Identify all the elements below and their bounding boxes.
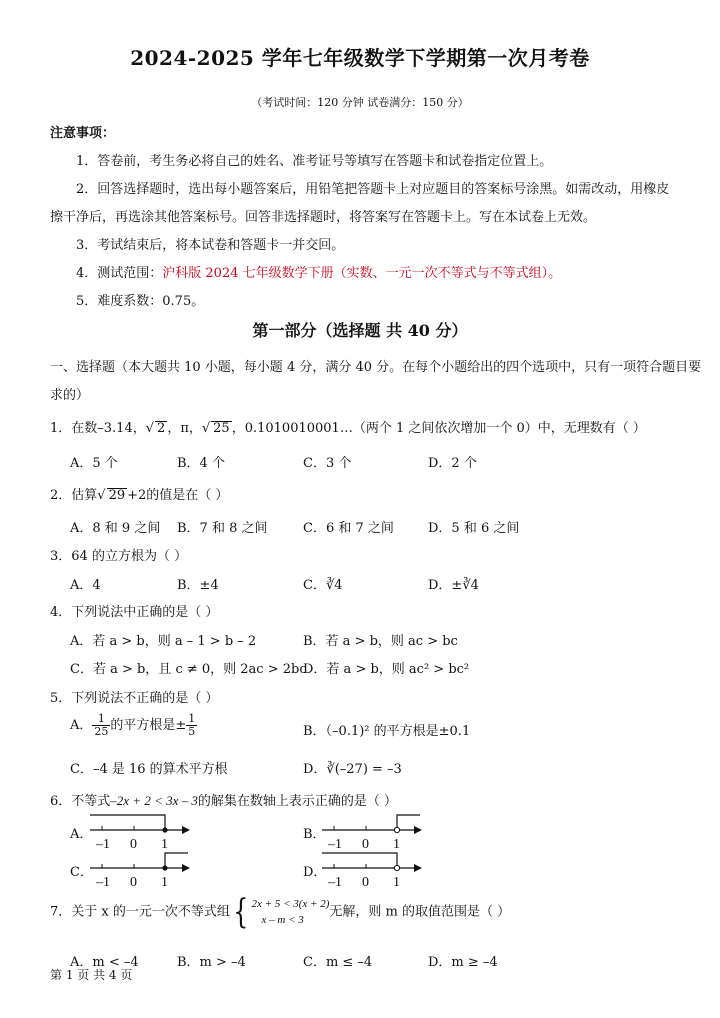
q6-numberline-a xyxy=(88,812,193,854)
q6-d-label-m1: –1 xyxy=(328,875,342,890)
q5-fraction-2-den: 5 xyxy=(188,725,196,738)
q1-sqrt2-rad: 2 xyxy=(157,421,166,436)
q6-inequality: –2x + 2 < 3x – 3 xyxy=(110,793,198,808)
notice-item-1: 1．答卷前，考生务必将自己的姓名、准考证号等填写在答题卡和试卷指定位置上。 xyxy=(76,154,553,169)
q1-sqrt2: √ 2 xyxy=(145,421,166,436)
q6-a-label-1: 1 xyxy=(161,837,168,852)
q6-c-solid-point xyxy=(162,865,167,870)
q6-a-solution-ray xyxy=(90,815,165,830)
q1-pi: ，π， xyxy=(167,421,202,436)
q1-stem-c: ，0.1010010001…（两个 1 之间依次增加一个 0）中，无理数有（ ） xyxy=(231,421,646,436)
q7-stem-b: 无解，则 m 的取值范围是（ ） xyxy=(329,904,511,920)
q4-option-d: D．若 a > b，则 ac² > bc² xyxy=(303,662,470,677)
q1-stem-b: –3.14， xyxy=(97,421,146,436)
q5-option-c: C．–4 是 16 的算术平方根 xyxy=(70,762,228,777)
q5-option-d: D．∛(–27) = –3 xyxy=(303,762,402,777)
q6-a-label-0: 0 xyxy=(130,837,137,852)
section-intro-1: 一、选择题（本大题共 10 小题，每小题 4 分，满分 40 分。在每个小题给出的四个选项中，只有一项符合题目要 xyxy=(50,360,702,375)
q7-system xyxy=(252,896,330,928)
q6-label-c: C． xyxy=(70,865,93,880)
q6-numberline-c xyxy=(88,850,193,892)
notice-item-2: 2．回答选择题时，选出每小题答案后，用铅笔把答题卡上对应题目的答案标号涂黑。如需改动，用橡皮 xyxy=(76,182,670,197)
q2-option-c: C．6 和 7 之间 xyxy=(303,521,394,536)
q1-sqrt25: √ 25 xyxy=(201,421,230,436)
q5-fraction-1-num: 1 xyxy=(92,713,110,726)
q6-a-label-m1: –1 xyxy=(96,837,110,852)
q2-option-d: D．5 和 6 之间 xyxy=(428,521,520,536)
q5-option-a-prefix: A． xyxy=(70,718,93,733)
q6-label-a: A． xyxy=(70,827,93,842)
notice-heading: 注意事项： xyxy=(50,126,116,141)
q6-stem-a: 6．不等式 xyxy=(50,794,111,809)
q2-option-a: A．8 和 9 之间 xyxy=(70,521,161,536)
q7-eq1: 2x + 5 < 3(x + 2) xyxy=(251,898,330,910)
notice-item-3: 3．考试结束后，将本试卷和答题卡一并交回。 xyxy=(76,238,345,253)
q6-d-label-0: 0 xyxy=(362,875,369,890)
q6-stem xyxy=(50,790,397,809)
q5-fraction-1 xyxy=(92,713,110,738)
q6-numberline-d xyxy=(320,850,425,892)
q4-option-b: B．若 a > b，则 ac > bc xyxy=(303,634,458,649)
q6-d-arrow xyxy=(414,864,422,872)
q6-b-label-0: 0 xyxy=(362,837,369,852)
q6-b-open-point xyxy=(394,827,399,832)
q7-option-d: D．m ≥ –4 xyxy=(428,955,498,970)
q3-option-a: A．4 xyxy=(70,578,101,593)
q3-stem: 3．64 的立方根为（ ） xyxy=(50,549,188,564)
q5-fraction-1-den: 25 xyxy=(94,725,109,738)
q1-option-d: D．2 个 xyxy=(428,456,477,471)
q6-b-arrow xyxy=(414,826,422,834)
exam-subtitle: （考试时间：120 分钟 试卷满分：150 分） xyxy=(251,96,469,109)
q2-plus: +2 xyxy=(127,488,147,503)
q6-d-open-point xyxy=(394,865,399,870)
notice-item-4 xyxy=(76,262,561,281)
q5-fraction-2 xyxy=(186,713,197,738)
notice-item-2-cont: 擦干净后，再选涂其他答案标号。回答非选择题时，将答案写在答题卡上。写在本试卷上无效。 xyxy=(50,210,597,225)
q6-d-label-1: 1 xyxy=(393,875,400,890)
q6-a-arrow xyxy=(182,826,190,834)
q6-c-label-0: 0 xyxy=(130,875,137,890)
q2-option-b: B．7 和 8 之间 xyxy=(177,521,268,536)
q2-sqrt: √ 29 xyxy=(97,488,126,503)
q7-stem-a: 7．关于 x 的一元一次不等式组 xyxy=(50,904,230,920)
q1-option-a: A．5 个 xyxy=(70,456,118,471)
q6-a-solid-point xyxy=(162,827,167,832)
q7-option-b: B．m > –4 xyxy=(177,955,246,970)
q6-d-solution-ray xyxy=(322,853,397,868)
section-title: 第一部分（选择题 共 40 分） xyxy=(252,321,468,340)
q6-label-d: D． xyxy=(303,865,327,880)
q5-option-a-mid: 的平方根是± xyxy=(110,718,187,733)
notice-scope: 沪科版 2024 七年级数学下册（实数、一元一次不等式与不等式组）。 xyxy=(162,266,562,281)
notice-item-5: 5．难度系数：0.75。 xyxy=(76,294,205,309)
q2-stem xyxy=(50,484,228,503)
notice-item-4-label: 4．测试范围： xyxy=(76,266,163,281)
q4-option-a: A．若 a > b，则 a – 1 > b – 2 xyxy=(70,634,257,649)
q7-eq2: x – m < 3 xyxy=(261,914,304,926)
q7-brace: { xyxy=(233,892,249,932)
q2-stem-c: 的值是在（ ） xyxy=(146,488,229,503)
q2-sqrt-rad: 29 xyxy=(108,488,126,503)
q1-stem-a: 1．在数 xyxy=(50,421,98,436)
q7-stem xyxy=(50,892,511,932)
q7-option-a: A．m < –4 xyxy=(70,955,139,970)
q5-fraction-2-num: 1 xyxy=(188,712,196,725)
q5-option-b: B．（–0.1)² 的平方根是±0.1 xyxy=(303,724,471,739)
q6-c-label-1: 1 xyxy=(161,875,168,890)
exam-title: 2024-2025 学年七年级数学下学期第一次月考卷 xyxy=(130,46,590,70)
q2-stem-a: 2．估算 xyxy=(50,488,98,503)
q3-option-b: B．±4 xyxy=(177,578,219,593)
q6-c-label-m1: –1 xyxy=(96,875,110,890)
q5-stem: 5．下列说法不正确的是（ ） xyxy=(50,691,219,706)
q1-stem xyxy=(50,417,646,436)
q4-stem: 4．下列说法中正确的是（ ） xyxy=(50,605,219,620)
q3-option-d: D．±∛4 xyxy=(428,578,479,593)
q7-option-c: C．m ≤ –4 xyxy=(303,955,373,970)
q5-option-a xyxy=(70,713,197,738)
q6-b-label-1: 1 xyxy=(393,837,400,852)
q3-option-c: C．∛4 xyxy=(303,578,343,593)
q1-option-b: B．4 个 xyxy=(177,456,225,471)
q1-option-c: C．3 个 xyxy=(303,456,352,471)
q4-option-c: C．若 a > b，且 c ≠ 0，则 2ac > 2bc xyxy=(70,662,307,677)
q6-label-b: B． xyxy=(303,827,326,842)
q6-numberline-b xyxy=(320,812,425,854)
q6-stem-b: 的解集在数轴上表示正确的是（ ） xyxy=(197,794,398,809)
section-intro-2: 求的） xyxy=(50,388,90,403)
page-footer: 第 1 页 共 4 页 xyxy=(50,968,133,982)
q6-c-arrow xyxy=(182,864,190,872)
q1-sqrt25-rad: 25 xyxy=(213,421,230,436)
q6-b-label-m1: –1 xyxy=(328,837,342,852)
